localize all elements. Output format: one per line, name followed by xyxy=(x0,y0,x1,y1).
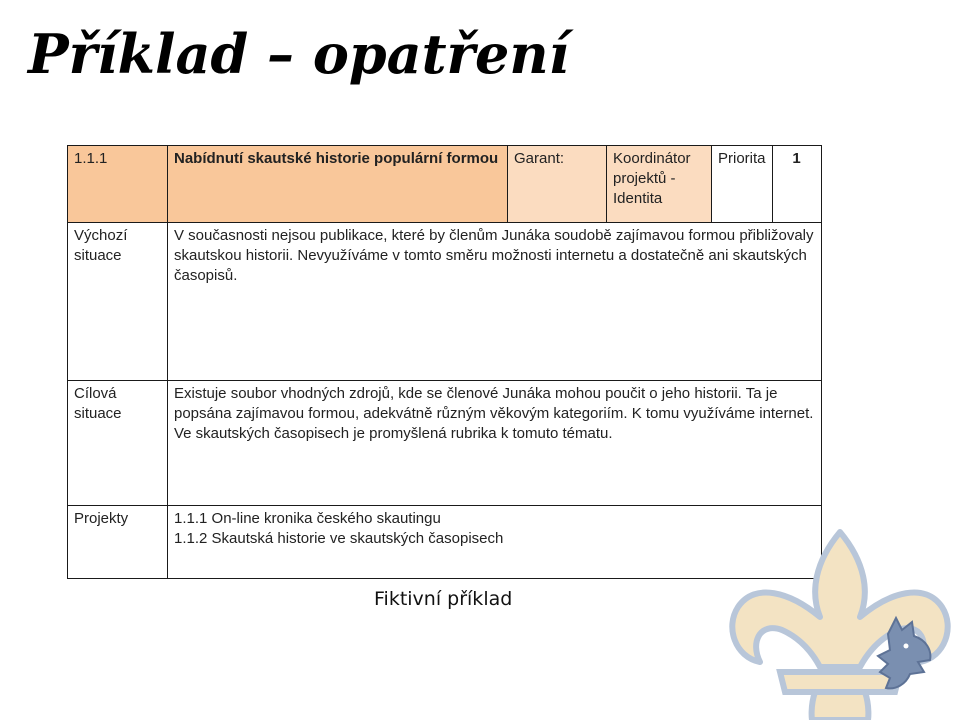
row-label: Cílová situace xyxy=(68,381,168,506)
priority-label: Priorita xyxy=(712,146,773,223)
project-item: 1.1.1 On-line kronika českého skautingu xyxy=(174,510,441,527)
row-label-line: situace xyxy=(74,247,122,264)
measure-title: Nabídnutí skautské historie populární formou xyxy=(168,146,508,223)
row-initial-situation xyxy=(68,223,822,381)
target-situation-text: Existuje soubor vhodných zdrojů, kde se členové Junáka mohou poučit o jeho historii. Ta je popsána zajímavou formou, adekvátně různým věkovým kategoriím. K tomu využíváme internet. Ve skautských časopisech je promyšlená rubrika k tomuto tématu. xyxy=(168,381,822,506)
guarantor-label: Garant: xyxy=(508,146,607,223)
slide-title: Příklad – opatření xyxy=(28,22,570,86)
scout-lily-logo-icon xyxy=(720,522,960,720)
header-row xyxy=(68,146,822,223)
priority-value: 1 xyxy=(772,146,821,223)
guarantor-line: projektů - xyxy=(613,170,676,187)
row-target-situation xyxy=(68,381,822,506)
row-projects xyxy=(68,506,822,579)
row-label xyxy=(68,223,168,381)
measure-number: 1.1.1 xyxy=(68,146,168,223)
row-label-line: Výchozí xyxy=(74,227,128,244)
initial-situation-text: V současnosti nejsou publikace, které by členům Junáka soudobě zajímavou formou přibližovaly skautskou historii. Nevyužíváme v tomto směru možnosti internetu a dostatečně ani skautských časopisů. xyxy=(168,223,822,381)
guarantor-value xyxy=(607,146,712,223)
measure-table xyxy=(67,145,822,579)
project-item: 1.1.2 Skautská historie ve skautských časopisech xyxy=(174,530,504,547)
footer-note: Fiktivní příklad xyxy=(374,588,513,610)
guarantor-line: Identita xyxy=(613,190,663,207)
guarantor-line: Koordinátor xyxy=(613,150,691,167)
row-label: Projekty xyxy=(68,506,168,579)
